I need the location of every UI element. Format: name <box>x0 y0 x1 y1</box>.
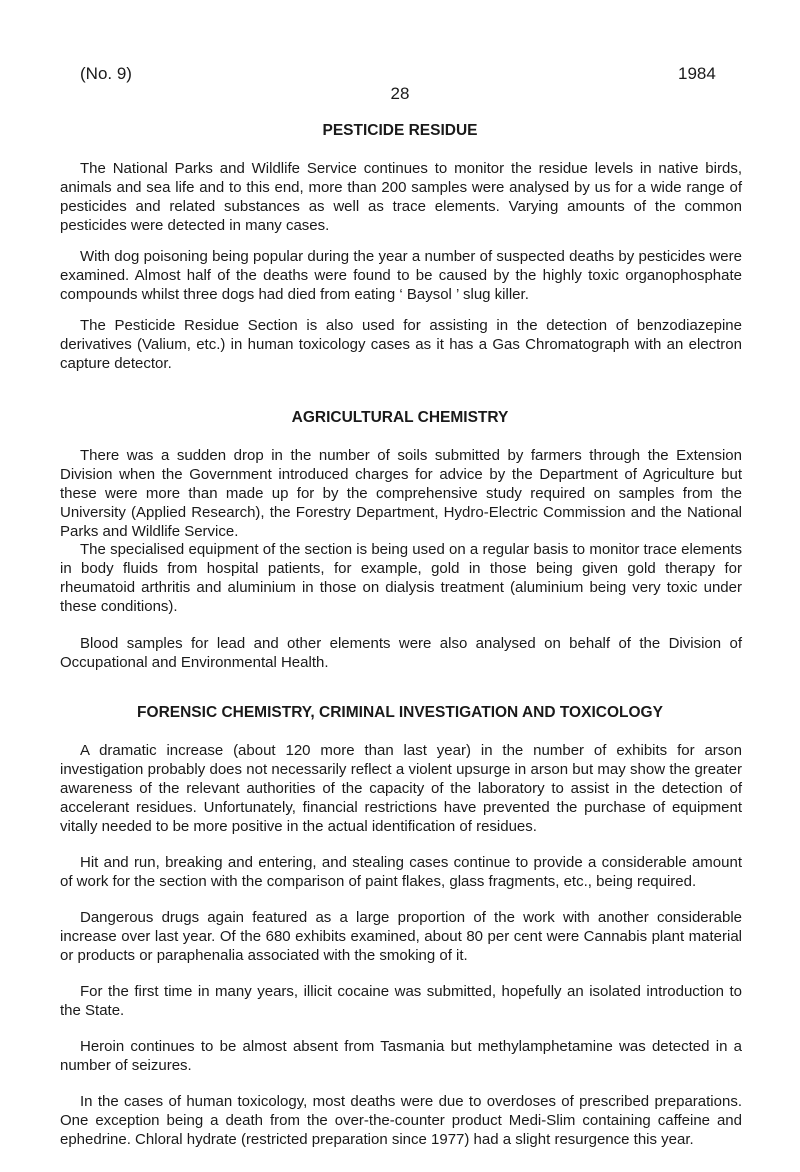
paragraph: Dangerous drugs again featured as a large proportion of the work with another considerable increase over last year. Of the 680 exhibits examined, about 80 per cent were Cannabis plant material or products or paraphenalia associated with the smoking of it. <box>60 909 742 964</box>
paragraph: Blood samples for lead and other elements were also analysed on behalf of the Division of Occupational and Environmental Health. <box>60 635 742 671</box>
paragraph: Heroin continues to be almost absent from Tasmania but methylamphetamine was detected in a number of seizures. <box>60 1038 742 1074</box>
section-heading-forensic-chemistry: FORENSIC CHEMISTRY, CRIMINAL INVESTIGATION AND TOXICOLOGY <box>137 704 663 721</box>
paragraph: Hit and run, breaking and entering, and stealing cases continue to provide a considerable amount of work for the section with the comparison of paint flakes, glass fragments, etc., being required. <box>60 854 742 890</box>
issue-number: (No. 9) <box>80 64 132 83</box>
paragraph: There was a sudden drop in the number of soils submitted by farmers through the Extension Division when the Government introduced charges for advice by the Department of Agriculture but these were more than made up for by the comprehensive study required on samples from the University (Applied Research), the Forestry Department, Hydro-Electric Commission and the National Parks and Wildlife Service. <box>60 447 742 540</box>
section-heading-pesticide-residue: PESTICIDE RESIDUE <box>322 122 478 139</box>
page-number: 28 <box>390 84 410 103</box>
paragraph: The Pesticide Residue Section is also used for assisting in the detection of benzodiazepine derivatives (Valium, etc.) in human toxicology cases as it has a Gas Chromatograph with an electron capture detector. <box>60 317 742 372</box>
paragraph: For the first time in many years, illicit cocaine was submitted, hopefully an isolated introduction to the State. <box>60 983 742 1019</box>
paragraph: The specialised equipment of the section is being used on a regular basis to monitor trace elements in body fluids from hospital patients, for example, gold in those being given gold therapy for rheumatoid arthritis and aluminium in those on dialysis treatment (aluminium being very toxic under these conditions). <box>60 541 742 615</box>
paragraph: A dramatic increase (about 120 more than last year) in the number of exhibits for arson investigation probably does not necessarily reflect a violent upsurge in arson but may show the greater awareness of the relevant authorities of the capacity of the laboratory to assist in the detection of accelerant residues. Unfortunately, financial restrictions have prevented the purchase of equipment vitally needed to be more positive in the actual identification of residues. <box>60 742 742 835</box>
section-heading-agricultural-chemistry: AGRICULTURAL CHEMISTRY <box>291 409 509 426</box>
paragraph: With dog poisoning being popular during the year a number of suspected deaths by pesticides were examined. Almost half of the deaths were found to be caused by the highly toxic organophosphate compounds whilst three dogs had died from eating ‘ Baysol ’ slug killer. <box>60 248 742 303</box>
paragraph: The National Parks and Wildlife Service continues to monitor the residue levels in native birds, animals and sea life and to this end, more than 200 samples were analysed by us for a wide range of pesticides and related substances as well as trace elements. Varying amounts of the common pesticides were detected in many cases. <box>60 160 742 234</box>
report-year: 1984 <box>678 64 716 83</box>
paragraph: In the cases of human toxicology, most deaths were due to overdoses of prescribed preparations. One exception being a death from the over-the-counter product Medi-Slim containing caffeine and ephedrine. Chloral hydrate (restricted preparation since 1977) had a slight resurgence this year. <box>60 1093 742 1148</box>
